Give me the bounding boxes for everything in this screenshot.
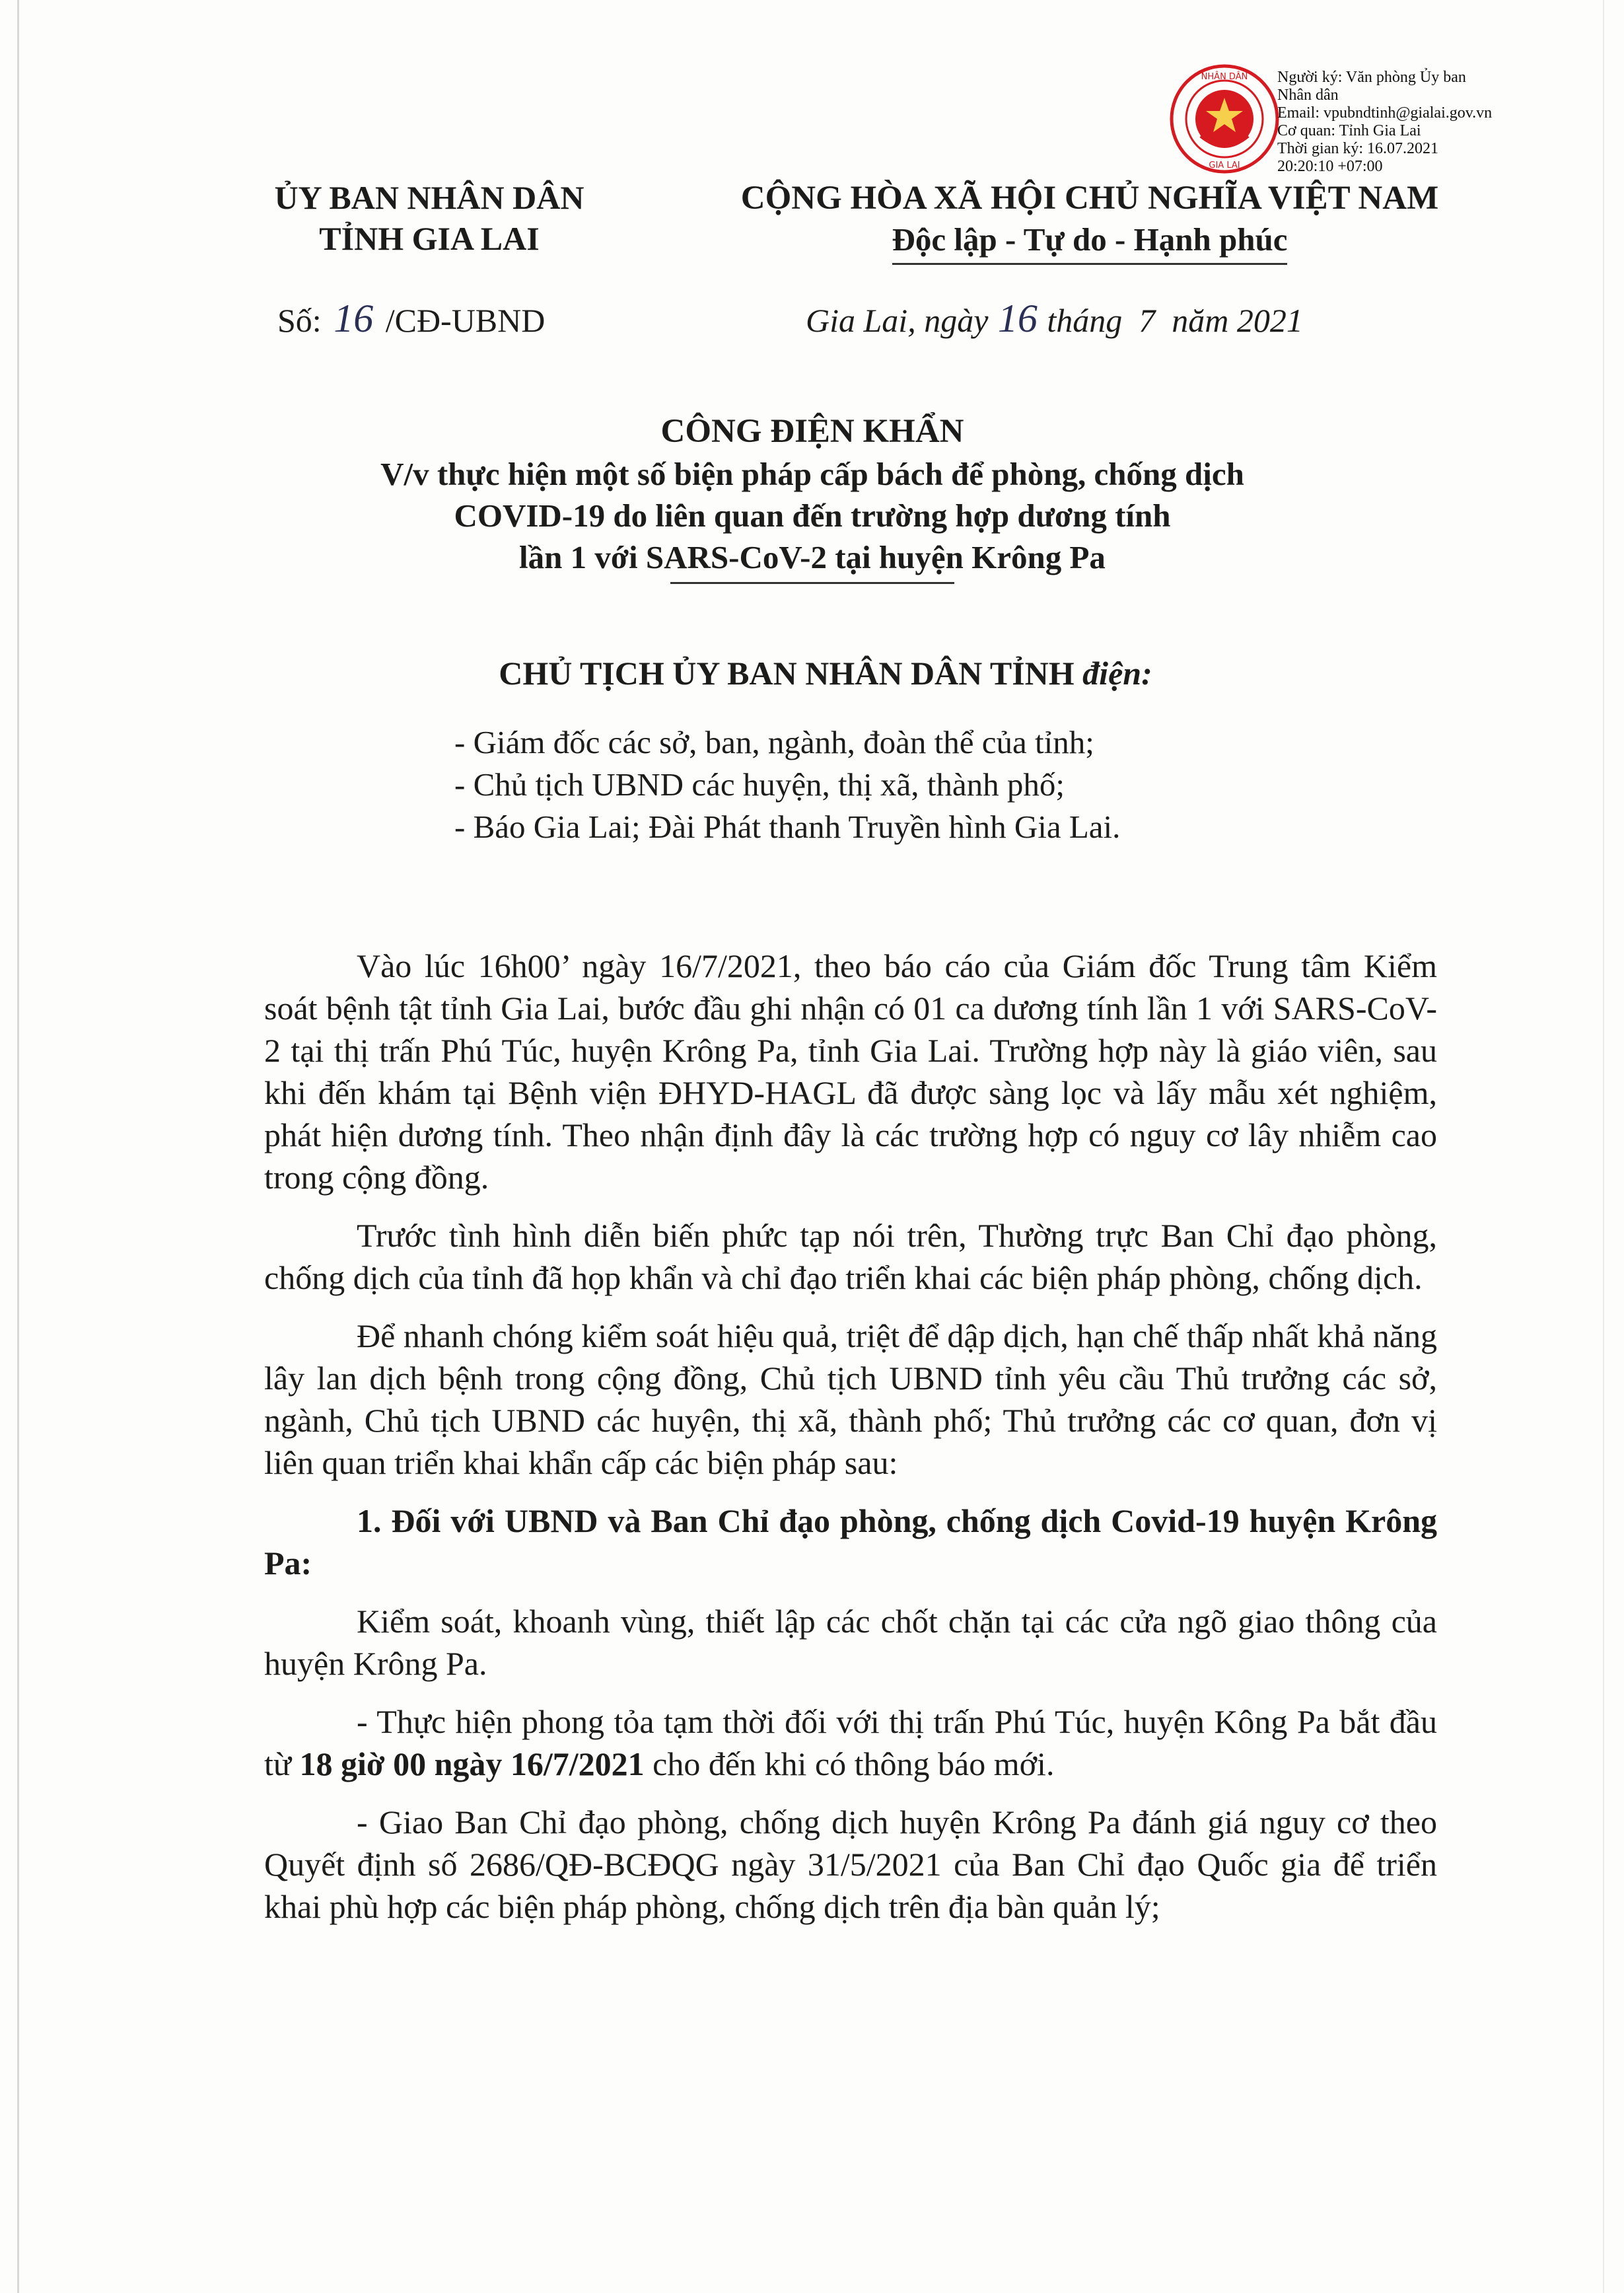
paragraph-6: - Giao Ban Chỉ đạo phòng, chống dịch huyện Krông Pa đánh giá nguy cơ theo Quyết định số 2686/QĐ-BCĐQG ngày 31/5/2021 của Ban Chỉ đạo Quốc gia để triển khai phù hợp các biện pháp phòng, chống dịch trên địa bàn quản lý; <box>264 1803 1437 1925</box>
paragraph-3: Để nhanh chóng kiểm soát hiệu quả, triệt để dập dịch, hạn chế thấp nhất khả năng lây lan dịch bệnh trong cộng đồng, Chủ tịch UBND tỉnh yêu cầu Thủ trưởng các sở, ngành, Chủ tịch UBND các huyện, thị xã, thành phố; Thủ trưởng các cơ quan, đơn vị liên quan triển khai khẩn cấp các biện pháp sau: <box>264 1317 1437 1481</box>
p5-start: - Thực hiện phong tỏa tạm thời đối với thị trấn Phú Túc, huyện Kông Pa bắt đầu từ <box>264 1703 1437 1782</box>
document-body <box>264 945 1437 1944</box>
svg-text:GIA LAI: GIA LAI <box>1209 161 1240 170</box>
subject-divider <box>670 582 954 584</box>
signer: Người ký: Văn phòng Ủy ban <box>1277 69 1466 86</box>
doc-no-suffix: /CĐ-UBND <box>385 302 546 339</box>
p5-end: cho đến khi có thông báo mới. <box>653 1745 1055 1782</box>
national-heading <box>687 177 1493 265</box>
recipient-list <box>454 721 1360 848</box>
paragraph-4: Kiểm soát, khoanh vùng, thiết lập các chốt chặn tại các cửa ngõ giao thông của huyện Krông Pa. <box>264 1603 1437 1682</box>
date-month-year: tháng 7 năm 2021 <box>1047 302 1303 339</box>
document-number <box>277 296 545 342</box>
signer-email: Email: vpubndtinh@gialai.gov.vn <box>1277 104 1493 122</box>
recipient-item: - Giám đốc các sở, ban, ngành, đoàn thể của tỉnh; <box>454 724 1094 760</box>
official-seal-icon <box>1169 63 1280 174</box>
title-heading: CÔNG ĐIỆN KHẨN <box>660 413 964 450</box>
signer-cont: Nhân dân <box>1277 87 1339 104</box>
issuer-line2: TỈNH GIA LAI <box>319 220 540 257</box>
sender-verb: điện: <box>1082 655 1152 692</box>
sender-text: CHỦ TỊCH ỦY BAN NHÂN DÂN TỈNH <box>499 655 1075 692</box>
p5-bold-date: 18 giờ 00 ngày 16/7/2021 <box>299 1745 645 1782</box>
signer-agency: Cơ quan: Tỉnh Gia Lai <box>1277 122 1421 139</box>
paragraph-5 <box>264 1700 1437 1785</box>
nation-name: CỘNG HÒA XÃ HỘI CHỦ NGHĨA VIỆT NAM <box>740 180 1439 217</box>
doc-no-prefix: Số: <box>277 302 322 339</box>
national-motto: Độc lập - Tự do - Hạnh phúc <box>892 219 1288 265</box>
subject-line-1: V/v thực hiện một số biện pháp cấp bách để phòng, chống dịch <box>380 456 1244 492</box>
sign-time-cont: 20:20:10 +07:00 <box>1277 158 1383 175</box>
sign-time: Thời gian ký: 16.07.2021 <box>1277 140 1439 157</box>
paragraph-1: Vào lúc 16h00’ ngày 16/7/2021, theo báo cáo của Giám đốc Trung tâm Kiểm soát bệnh tật tỉnh Gia Lai, bước đầu ghi nhận có 01 ca dương tính lần 1 với SARS-CoV-2 tại thị trấn Phú Túc, huyện Krông Pa, tỉnh Gia Lai. Trường hợp này là giáo viên, sau khi đến khám tại Bệnh viện ĐHYD-HAGL đã được sàng lọc và lấy mẫu xét nghiệm, phát hiện dương tính. Theo nhận định đây là các trường hợp có nguy cơ lây nhiễm cao trong cộng đồng. <box>264 947 1437 1196</box>
addressing-block <box>264 654 1360 848</box>
place-prefix: Gia Lai, ngày <box>806 302 989 339</box>
scan-left-edge <box>17 0 19 2293</box>
digital-signature-info <box>1277 69 1607 176</box>
recipient-item: - Chủ tịch UBND các huyện, thị xã, thành phố; <box>454 766 1065 803</box>
section-1-heading: 1. Đối với UBND và Ban Chỉ đạo phòng, chống dịch Covid-19 huyện Krông Pa: <box>264 1502 1437 1582</box>
date-day: 16 <box>997 297 1038 340</box>
paragraph-2: Trước tình hình diễn biến phức tạp nói trên, Thường trực Ban Chỉ đạo phòng, chống dịch của tỉnh đã họp khẩn và chỉ đạo triển khai các biện pháp phòng, chống dịch. <box>264 1217 1437 1296</box>
doc-no-value: 16 <box>334 297 374 340</box>
svg-text:NHÂN DÂN: NHÂN DÂN <box>1201 72 1248 82</box>
issuer-block <box>251 177 608 259</box>
subject-line-3: lần 1 với SARS-CoV-2 tại huyện Krông Pa <box>519 539 1106 575</box>
sender-line <box>291 654 1360 692</box>
subject-line-2: COVID-19 do liên quan đến trường hợp dương tính <box>454 497 1171 534</box>
issuer-line1: ỦY BAN NHÂN DÂN <box>274 179 584 216</box>
document-title <box>264 410 1360 584</box>
recipient-item: - Báo Gia Lai; Đài Phát thanh Truyền hình Gia Lai. <box>454 809 1121 845</box>
scan-right-edge <box>1603 0 1604 2293</box>
place-date <box>806 296 1303 342</box>
